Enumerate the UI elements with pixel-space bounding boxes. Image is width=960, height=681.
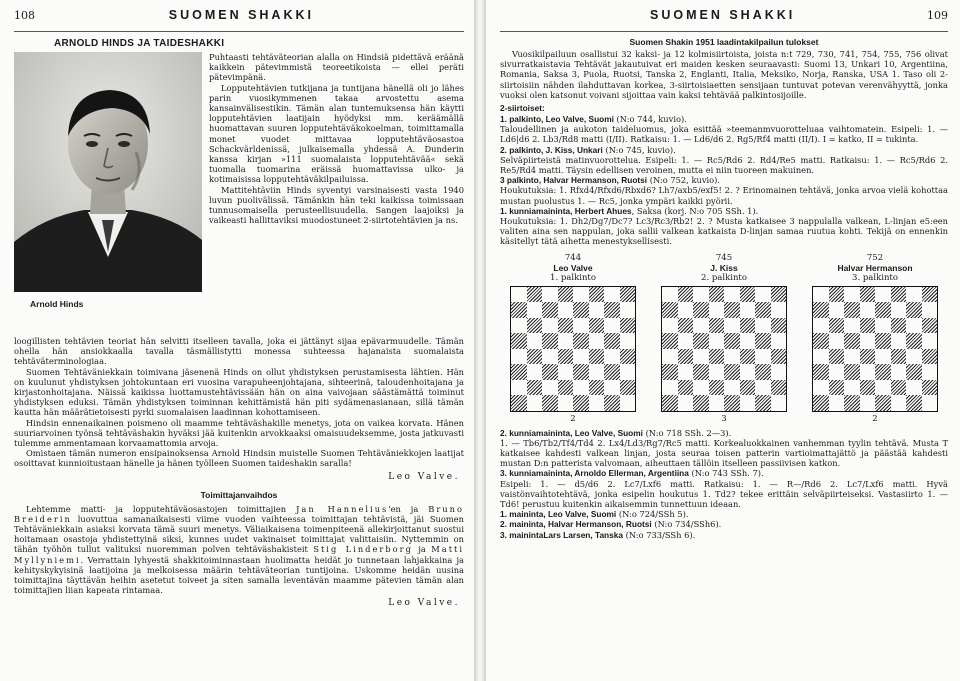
intro-paragraph: Mattitehtäviin Hinds syventyi varsinaisesti vasta 1940 luvun puolivälissä. Tämänkin hän teki kaikissa toimissaan tunnusomaisella perusteellisuudella. Sangen laajoiksi ja vaikeasti hallittaviksi muodostuneet 2-siirtotehtävien ja ns. bbox=[209, 184, 464, 226]
board-square bbox=[829, 395, 845, 411]
entry-ref: (N:o 733/SSh 6). bbox=[622, 529, 696, 540]
entry-ref: (N:o 724/SSh 5). bbox=[616, 509, 689, 520]
entry-heading bbox=[500, 468, 948, 478]
board-square bbox=[558, 302, 574, 318]
board-square bbox=[709, 349, 725, 365]
board-square bbox=[922, 333, 938, 349]
diagram-number: 745 bbox=[715, 252, 733, 263]
commendation bbox=[500, 530, 948, 540]
board-square bbox=[511, 395, 527, 411]
board-square bbox=[678, 333, 694, 349]
board-square bbox=[875, 333, 891, 349]
board-square bbox=[755, 333, 771, 349]
diagram-moves: 2 bbox=[872, 413, 878, 424]
entry-title: 2. palkinto, J. Kiss, Unkari bbox=[500, 144, 603, 155]
chess-diagrams bbox=[506, 253, 942, 424]
board-square bbox=[527, 302, 543, 318]
board-square bbox=[829, 380, 845, 396]
board-square bbox=[740, 318, 756, 334]
board-square bbox=[662, 395, 678, 411]
board-square bbox=[589, 349, 605, 365]
board-square bbox=[542, 349, 558, 365]
board-square bbox=[558, 395, 574, 411]
editors-heading: Toimittajanvaihdos bbox=[200, 489, 278, 500]
board-square bbox=[891, 349, 907, 365]
board-square bbox=[771, 333, 787, 349]
text-run: ja bbox=[412, 544, 432, 555]
board-square bbox=[542, 287, 558, 303]
board-square bbox=[860, 287, 876, 303]
board-square bbox=[589, 318, 605, 334]
board-square bbox=[693, 364, 709, 380]
board-square bbox=[829, 302, 845, 318]
board-square bbox=[844, 364, 860, 380]
board-square bbox=[511, 287, 527, 303]
board-square bbox=[891, 364, 907, 380]
board-square bbox=[813, 318, 829, 334]
intro-column bbox=[209, 52, 464, 225]
board-square bbox=[662, 364, 678, 380]
body-paragraph: Hindsin ennenaikainen poismeno oli maamme tehtäväshakille menetys, jota on vaikea korvata. Hänen suuriarvoinen työnsä tehtäväshakin hyväksi jää kuitenkin arvokkaaksi omaisuudeksemme, josta jatkuvasti tulemme ammentamaan korvaamattomia arvoja. bbox=[14, 417, 464, 449]
board-square bbox=[542, 380, 558, 396]
board-square bbox=[589, 380, 605, 396]
board-square bbox=[755, 318, 771, 334]
diagram-prize: 1. palkinto bbox=[550, 272, 596, 283]
board-square bbox=[922, 395, 938, 411]
board-square bbox=[755, 302, 771, 318]
board-square bbox=[891, 302, 907, 318]
board-square bbox=[724, 287, 740, 303]
entry-title: 3. mainintaLars Larsen, Tanska bbox=[500, 529, 623, 540]
board-square bbox=[771, 287, 787, 303]
board-square bbox=[906, 333, 922, 349]
board-square bbox=[693, 395, 709, 411]
board-square bbox=[620, 318, 636, 334]
entry-text: 1. — Tb6/Tb2/Tf4/Td4 2. Lx4/Ld3/Rg7/Rc5 matti. Korkealuokkainen vanhemman tyylin tehtävä. Musta T katkaisee kahdesti valkean linjan, josta seuraa toisen patterin vartioimattajättö ja päästää kahdesti mustan D:n patterista valvomaan, aiheuttaen tällöin itselleen passiivisen katkon. bbox=[500, 437, 948, 469]
entry-heading bbox=[500, 206, 948, 216]
board-square bbox=[771, 318, 787, 334]
board-square bbox=[891, 333, 907, 349]
board-square bbox=[755, 349, 771, 365]
chess-diagram bbox=[808, 253, 942, 424]
board-square bbox=[844, 395, 860, 411]
board-square bbox=[511, 380, 527, 396]
board-square bbox=[558, 364, 574, 380]
board-square bbox=[542, 364, 558, 380]
board-square bbox=[527, 380, 543, 396]
board-square bbox=[558, 287, 574, 303]
intro-section bbox=[14, 52, 464, 336]
board-square bbox=[829, 287, 845, 303]
entry-ref: (N:o 745, kuvio). bbox=[602, 144, 676, 155]
entry-heading bbox=[500, 145, 948, 155]
board-square bbox=[844, 318, 860, 334]
entry-ref: (N:o 734/SSh6). bbox=[651, 519, 722, 530]
text-run: Lehtemme matti- ja lopputehtäväosastojen toimittajien bbox=[26, 503, 297, 514]
board-square bbox=[573, 302, 589, 318]
results-title: Suomen Shakin 1951 laadintakilpailun tulokset bbox=[629, 37, 819, 47]
board-square bbox=[860, 302, 876, 318]
board-square bbox=[771, 302, 787, 318]
board-square bbox=[755, 395, 771, 411]
board-square bbox=[511, 302, 527, 318]
article-body bbox=[14, 336, 464, 469]
board-square bbox=[709, 318, 725, 334]
entry-heading bbox=[500, 428, 948, 438]
board-square bbox=[542, 318, 558, 334]
entry-text: Esipeli: 1. — d5/d6 2. Lc7/Lxf6 matti. Ratkaisu: 1. — R—/Rd6 2. Lc7/Lxf6 matti. Hyvä vaistönvaihtotehtävä, jonka esipelin houkutus 1. Td2? tekee erittäin selväpiirteiseksi. Vastasiirto 1. — Td6! perustuu kuitenkin aikaisemmin tunnettuun ideaan. bbox=[500, 478, 948, 510]
board-square bbox=[724, 302, 740, 318]
board-square bbox=[604, 318, 620, 334]
board-square bbox=[875, 287, 891, 303]
board-square bbox=[906, 349, 922, 365]
person-name: Jan Hannelius bbox=[296, 503, 389, 514]
board-square bbox=[844, 287, 860, 303]
running-head-left: SUOMEN SHAKKI bbox=[168, 8, 314, 22]
entry-text: Selväpiirteistä matinvuorottelua. Esipeli: 1. — Rc5/Rd6 2. Rd4/Re5 matti. Ratkaisu: 1. — Rc5/Rd6 2. Re5/Rd4 matti. Täysin edellisen veroinen, mutta ei niin tuoreen makuinen. bbox=[500, 154, 948, 176]
board-square bbox=[922, 349, 938, 365]
board-square bbox=[620, 395, 636, 411]
entry-title: 1. maininta, Leo Valve, Suomi bbox=[500, 509, 617, 520]
board-square bbox=[662, 318, 678, 334]
board-square bbox=[558, 349, 574, 365]
board-square bbox=[693, 287, 709, 303]
board-square bbox=[724, 364, 740, 380]
board-square bbox=[829, 333, 845, 349]
text-run: . Verrattain lyhyestä shakkitoiminnastaan huolimatta heidät jo tunnetaan lahjakkaina ja kehityskykyisinä laatijoina ja melkoisessa määrin tehtäväteorian tuntijoina. Uskomme heidän uusina toimittajina täyttävän heihin asetetut toiveet ja siten samalla leventävän maamme pätevien tämän alan toimittajien liian kapeata rintamaa. bbox=[14, 554, 464, 596]
board-square bbox=[693, 302, 709, 318]
board-square bbox=[740, 333, 756, 349]
board-square bbox=[709, 333, 725, 349]
entry-title: 1. palkinto, Leo Valve, Suomi bbox=[500, 114, 614, 125]
board-square bbox=[662, 302, 678, 318]
board-square bbox=[875, 318, 891, 334]
entry-heading bbox=[500, 114, 948, 124]
board-square bbox=[740, 395, 756, 411]
board-square bbox=[573, 395, 589, 411]
board-square bbox=[604, 349, 620, 365]
entry-ref: (N:o 744, kuvio). bbox=[613, 114, 687, 125]
board-square bbox=[511, 364, 527, 380]
body-paragraph: Omistaen tämän numeron ensipainoksensa Arnold Hindsin muistelle Suomen Tehtäväniekkojen laatijat osoittavat kunnioitustaan hänelle ja hänen työlleen Suomen taideshakin saralla! bbox=[14, 448, 464, 469]
article-title: ARNOLD HINDS JA TAIDESHAKKI bbox=[54, 38, 225, 49]
board-square bbox=[771, 349, 787, 365]
board-square bbox=[589, 395, 605, 411]
board-square bbox=[678, 349, 694, 365]
board-square bbox=[589, 333, 605, 349]
board-square bbox=[813, 364, 829, 380]
diagram-author: Halvar Hermanson bbox=[837, 262, 913, 273]
board-square bbox=[604, 333, 620, 349]
entry-text: Houkutuksia: 1. Dh2/Dg7/Dc7? Lc3/Rc3/Rb2! 2. ? Musta katkaisee 3 nappulalla valkean, L-linjan e5:een valiten aina sen nappulan, joka sallii valkean katkaista D-linjan samaa ruutua kohti. Tekijä on ennenkin käsitellyt tätä aihetta menestyksellisesti. bbox=[500, 216, 948, 247]
diagram-moves: 3 bbox=[721, 413, 727, 424]
diagram-prize: 3. palkinto bbox=[852, 272, 898, 283]
board-square bbox=[604, 364, 620, 380]
board-square bbox=[604, 302, 620, 318]
chess-diagram bbox=[657, 253, 791, 424]
board-square bbox=[829, 349, 845, 365]
board-square bbox=[844, 349, 860, 365]
board-square bbox=[875, 395, 891, 411]
board-square bbox=[527, 318, 543, 334]
two-movers-label: 2-siirtoiset: bbox=[500, 103, 545, 114]
text-run: luovuttua samanaikaisesti viime vuoden vaihteessa toimittajan tehtävistä, jäi Suomen Tehtäväniekkain asiaksi korvata tämä suuri menetys. Väliaikaisena toimenpiteenä allekirjoittanut suostui hoitamaan osastoja yhdistettyinä siksi, kunnes uudet vakinaiset toimittajat valittaisiin. Nyttemmin on tähän työhön tullut valituksi nuoremman polven tehtäväshakisteit bbox=[14, 513, 464, 555]
body-paragraph: Suomen Tehtäväniekkain toimivana jäsenenä Hinds on ollut yhdistyksen perustamisesta lähtien. Hän on kuulunut yhdistyksen johtokuntaan eri vuosina varapuheenjohtajana, sihteerinä, taloudenhoitajana ja kirjastonhoitajana. Näissä kaikissa luottamustehtävissään hän on aina vaivojaan säästämättä toiminut yhdistyksen eduksi. Tämän yhdistyksen toiminnan kehittämistä hän piti sydämenasianaan, sillä tämän kautta hän määrätietoisesti pyrki suomalaisen laadinnan kohottamiseen. bbox=[14, 366, 464, 418]
board-square bbox=[829, 364, 845, 380]
text-run: 'en ja bbox=[388, 503, 429, 514]
board-square bbox=[724, 333, 740, 349]
board-square bbox=[693, 318, 709, 334]
person-name: Matti Myllyniemi bbox=[14, 544, 465, 565]
board-square bbox=[860, 395, 876, 411]
board-square bbox=[844, 380, 860, 396]
board-square bbox=[573, 364, 589, 380]
board-square bbox=[620, 302, 636, 318]
entry-heading bbox=[500, 175, 948, 185]
board-square bbox=[875, 302, 891, 318]
right-page bbox=[486, 0, 960, 681]
chess-board bbox=[661, 286, 787, 412]
board-square bbox=[709, 302, 725, 318]
signature: Leo Valve. bbox=[388, 471, 460, 482]
board-square bbox=[620, 349, 636, 365]
board-square bbox=[542, 302, 558, 318]
board-square bbox=[906, 287, 922, 303]
page-number-right: 109 bbox=[927, 9, 948, 22]
entry-title: 2. maininta, Halvar Hermanson, Ruotsi bbox=[500, 519, 652, 530]
portrait-caption: Arnold Hinds bbox=[30, 299, 84, 309]
board-square bbox=[693, 380, 709, 396]
board-square bbox=[813, 380, 829, 396]
board-square bbox=[709, 395, 725, 411]
board-square bbox=[678, 380, 694, 396]
board-square bbox=[860, 318, 876, 334]
board-square bbox=[813, 333, 829, 349]
board-square bbox=[875, 364, 891, 380]
board-square bbox=[740, 302, 756, 318]
board-square bbox=[891, 395, 907, 411]
board-square bbox=[604, 380, 620, 396]
board-square bbox=[678, 302, 694, 318]
board-square bbox=[542, 333, 558, 349]
page-header-right bbox=[500, 8, 948, 32]
board-square bbox=[527, 349, 543, 365]
entry-ref: (N:o 718 SSh. 2—3). bbox=[642, 427, 732, 438]
board-square bbox=[829, 318, 845, 334]
board-square bbox=[527, 287, 543, 303]
board-square bbox=[860, 333, 876, 349]
diagram-number: 744 bbox=[564, 252, 582, 263]
honourable-mentions bbox=[500, 428, 948, 540]
board-square bbox=[891, 287, 907, 303]
board-square bbox=[678, 287, 694, 303]
board-square bbox=[709, 287, 725, 303]
board-square bbox=[813, 395, 829, 411]
commendation bbox=[500, 509, 948, 519]
board-square bbox=[724, 395, 740, 411]
board-square bbox=[527, 333, 543, 349]
board-square bbox=[860, 364, 876, 380]
board-square bbox=[922, 302, 938, 318]
prize-entries bbox=[500, 114, 948, 247]
portrait-image bbox=[14, 52, 202, 292]
board-square bbox=[558, 318, 574, 334]
page-number-left: 108 bbox=[14, 9, 35, 22]
board-square bbox=[573, 287, 589, 303]
entry-title: 3 palkinto, Halvar Hermanson, Ruotsi bbox=[500, 175, 648, 186]
board-square bbox=[844, 302, 860, 318]
board-square bbox=[922, 380, 938, 396]
board-square bbox=[542, 395, 558, 411]
board-square bbox=[573, 380, 589, 396]
diagram-author: Leo Valve bbox=[553, 262, 593, 273]
running-head-right: SUOMEN SHAKKI bbox=[650, 8, 796, 22]
board-square bbox=[573, 349, 589, 365]
board-square bbox=[813, 349, 829, 365]
results-intro: Vuosikilpailuun osallistui 32 kaksi- ja 12 kolmisiirtoista, joista n:t 729, 730, 741, 754, 755, 756 olivat sivurratkaistavia Tehtävät jakautuivat eri maiden kesken seuraavasti: Suomi 13, Unkari 10, Argentiina, Romania, Saksa 3, Puola, Ruotsi, Tanska 2, Englanti, Italia, Meksiko, Norja, Ranska, USA 1. Taso oli 2-siirtoisiin nähden ilahduttavan korkea, 3-siirtoisiaetten sensijaan tuntuvat potevan verenvähyyttä, jonka vuoksi olen katsonut voivani sijoittaa vain kaksi tehtävää palkintosijoille. bbox=[500, 49, 948, 100]
board-square bbox=[527, 364, 543, 380]
chess-diagram bbox=[506, 253, 640, 424]
board-square bbox=[755, 287, 771, 303]
intro-paragraph: Lopputehtävien tutkijana ja tuntijana hänellä oli jo lähes parin vuosikymmenen takaa arvostettu asema kansainvälisestikin. Tämän alan tuntemuksensa hän käytti lopputehtävien laatijain hyödyksi mm. keräämällä huomattavan suuren lopputehtäväkokoelman, toimittamalla monet vuodet mittavaa lopputehtäväosastoa Schackvärldenissä, julkaisemalla yhdessä A. Dunderin kanssa kirjan »111 suomalaista lopputehtävää« sekä tuomalla tuomarina eräissä huomattavissa ulko- ja kotimaisissa lopputehtäväkilpailuissa. bbox=[209, 82, 464, 185]
board-square bbox=[589, 302, 605, 318]
editors-paragraph bbox=[14, 504, 464, 596]
board-square bbox=[678, 364, 694, 380]
board-square bbox=[771, 395, 787, 411]
board-square bbox=[511, 349, 527, 365]
left-page bbox=[0, 0, 474, 681]
board-square bbox=[860, 380, 876, 396]
board-square bbox=[511, 318, 527, 334]
signature: Leo Valve. bbox=[388, 598, 460, 609]
entry-title: 2. kunniamaininta, Leo Valve, Suomi bbox=[500, 427, 643, 438]
board-square bbox=[620, 333, 636, 349]
board-square bbox=[875, 380, 891, 396]
diagram-prize: 2. palkinto bbox=[701, 272, 747, 283]
diagram-number: 752 bbox=[866, 252, 884, 263]
board-square bbox=[922, 287, 938, 303]
board-square bbox=[860, 349, 876, 365]
board-square bbox=[906, 302, 922, 318]
board-square bbox=[906, 395, 922, 411]
board-square bbox=[813, 287, 829, 303]
diagram-moves: 2 bbox=[570, 413, 576, 424]
board-square bbox=[813, 302, 829, 318]
board-square bbox=[906, 318, 922, 334]
board-square bbox=[589, 287, 605, 303]
board-square bbox=[891, 318, 907, 334]
diagram-author: J. Kiss bbox=[710, 262, 738, 273]
entry-title: 3. kunniamaininta, Arnoldo Ellerman, Argentiina bbox=[500, 468, 689, 479]
board-square bbox=[662, 287, 678, 303]
board-square bbox=[724, 349, 740, 365]
board-square bbox=[620, 380, 636, 396]
body-paragraph: loogillisten tehtävien teoriat hän selvitti itselleen tavalla, joka ei jättänyt sijaa epävarmuudelle. Tämän ohella hän ansiokkaalla tavalla täsmällistytti monessa suhteessa hajanaista suomalaista tehtäväterminologiaa. bbox=[14, 336, 464, 367]
board-square bbox=[620, 287, 636, 303]
board-square bbox=[709, 380, 725, 396]
board-square bbox=[891, 380, 907, 396]
board-square bbox=[709, 364, 725, 380]
board-square bbox=[662, 349, 678, 365]
portrait-photo bbox=[14, 52, 202, 292]
board-square bbox=[922, 318, 938, 334]
chess-board bbox=[510, 286, 636, 412]
board-square bbox=[558, 333, 574, 349]
board-square bbox=[693, 349, 709, 365]
entry-title: 1. kunniamaininta, Herbert Ahues bbox=[500, 205, 632, 216]
page-header-left bbox=[14, 8, 464, 32]
person-name: Bruno Breiderin bbox=[14, 503, 464, 524]
board-square bbox=[771, 380, 787, 396]
commendation bbox=[500, 519, 948, 529]
board-square bbox=[740, 364, 756, 380]
board-square bbox=[511, 333, 527, 349]
board-square bbox=[771, 364, 787, 380]
chess-board bbox=[812, 286, 938, 412]
book-gutter bbox=[474, 0, 486, 681]
board-square bbox=[693, 333, 709, 349]
board-square bbox=[558, 380, 574, 396]
board-square bbox=[604, 395, 620, 411]
board-square bbox=[662, 333, 678, 349]
board-square bbox=[527, 395, 543, 411]
entry-text: Taloudellinen ja aukoton taideluomus, joka esittää »teemanmvuorotteluaa vaihtomatein. Esipeli: 1. — Ld6|d6 2. Lb3/Rd8 matti (I/II). Ratkaisu: 1. — Ld6/d6 2. Rg5/Rf4 matti (II/I). I = katko, II = tukinta. bbox=[500, 124, 948, 145]
board-square bbox=[844, 333, 860, 349]
entry-ref: (N:o 743 SSh. 7). bbox=[688, 468, 764, 479]
board-square bbox=[724, 380, 740, 396]
person-name: Stig Linderborg bbox=[313, 544, 413, 555]
board-square bbox=[875, 349, 891, 365]
board-square bbox=[662, 380, 678, 396]
entry-ref: (N:o 752, kuvio). bbox=[647, 175, 721, 186]
board-square bbox=[740, 349, 756, 365]
board-square bbox=[740, 380, 756, 396]
board-square bbox=[724, 318, 740, 334]
board-square bbox=[604, 287, 620, 303]
entry-ref: , Saksa (korj. N:o 705 SSh. 1). bbox=[631, 205, 759, 216]
board-square bbox=[589, 364, 605, 380]
board-square bbox=[573, 333, 589, 349]
board-square bbox=[620, 364, 636, 380]
board-square bbox=[906, 380, 922, 396]
entry-text: Houkutuksia: 1. Rfxd4/Rfxd6/Rbxd6? Lh7/axb5/exf5! 2. ? Erinomainen tehtävä, jonka arvoa vielä kohottaa mustan puolustus 1. — Rc5, jonka ympäri kaikki pyörii. bbox=[500, 185, 948, 206]
board-square bbox=[573, 318, 589, 334]
intro-paragraph: Puhtaasti tehtäväteorian alalla on Hindsiä pidettävä eräänä kaikkein pätevimmistä teoreetikoista — ellei peräti pätevimpänä. bbox=[209, 52, 464, 83]
board-square bbox=[740, 287, 756, 303]
board-square bbox=[678, 395, 694, 411]
board-square bbox=[755, 380, 771, 396]
board-square bbox=[755, 364, 771, 380]
board-square bbox=[906, 364, 922, 380]
board-square bbox=[678, 318, 694, 334]
board-square bbox=[922, 364, 938, 380]
